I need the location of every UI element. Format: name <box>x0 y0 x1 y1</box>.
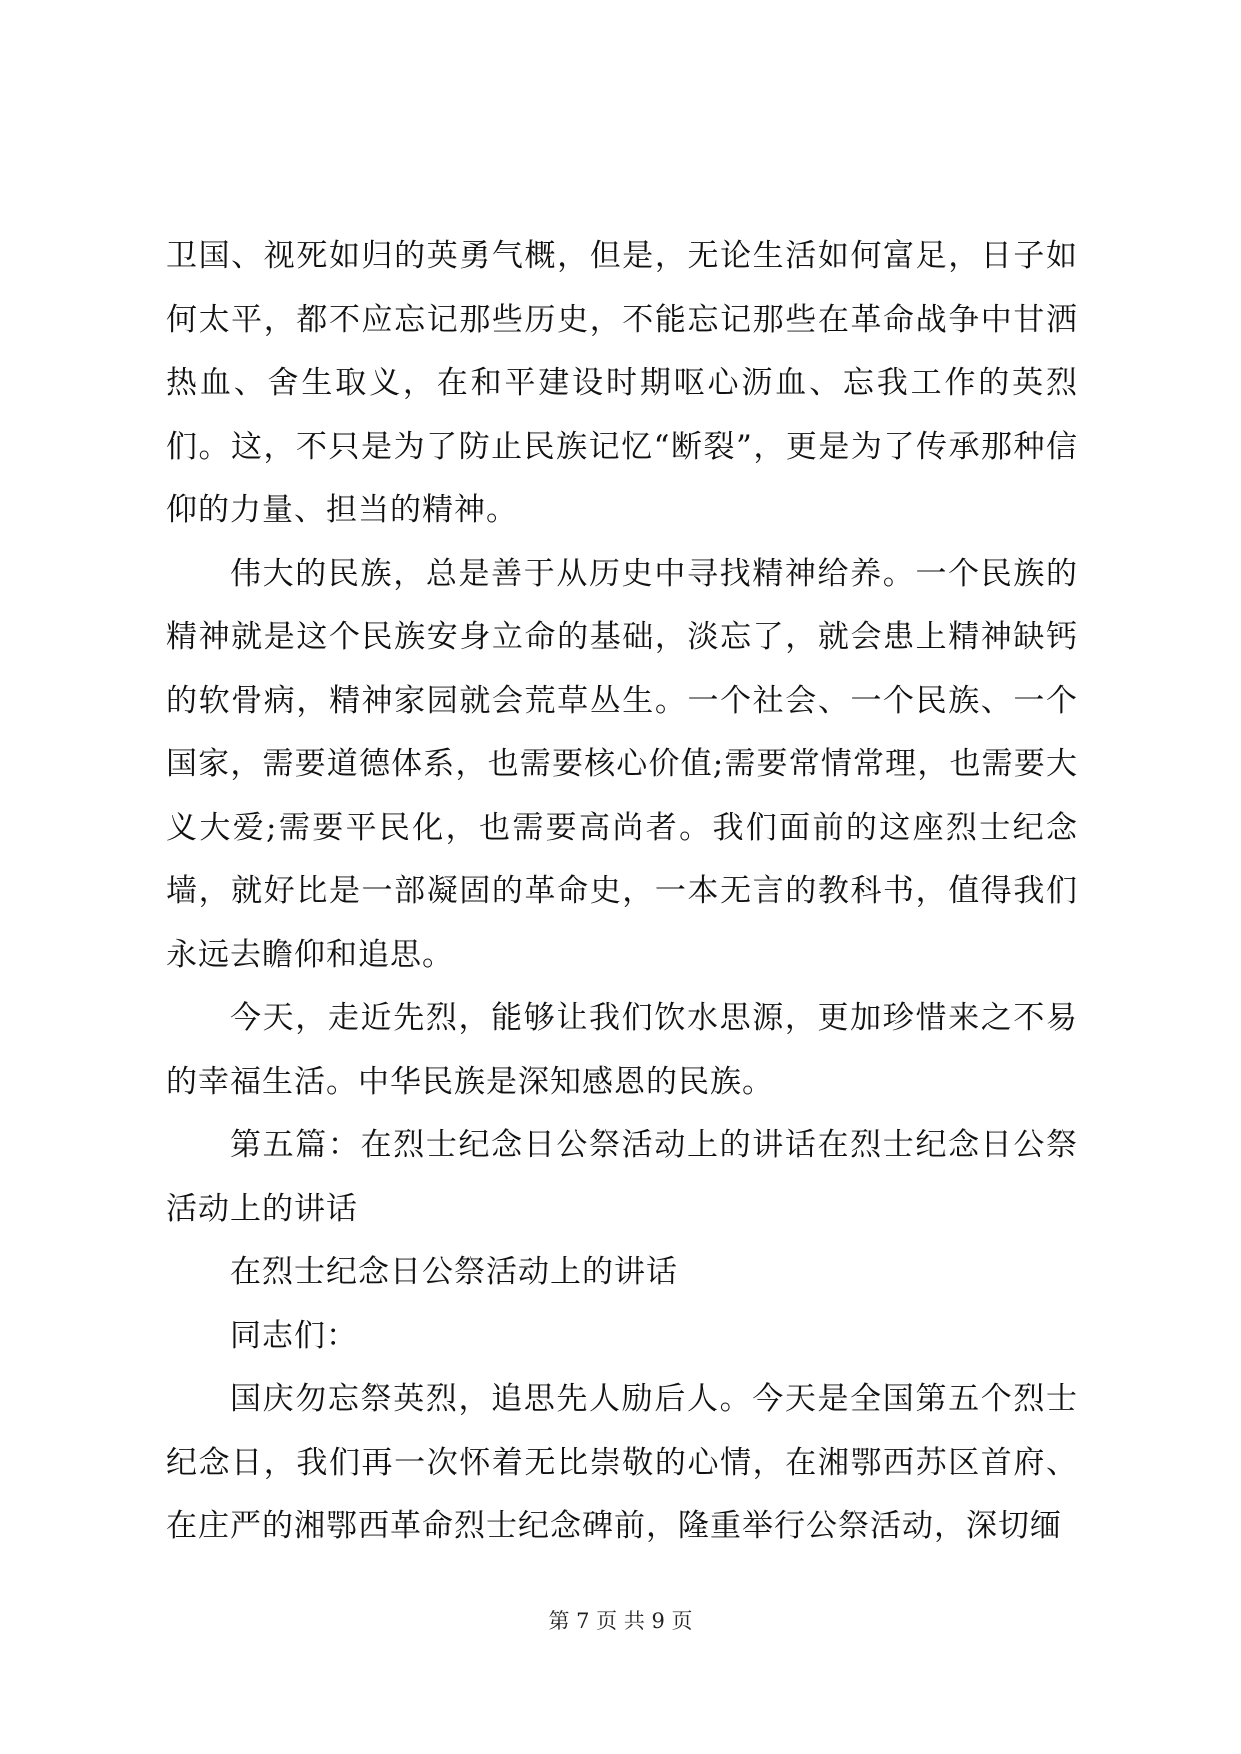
paragraph-6-salutation: 同志们： <box>230 1317 358 1354</box>
paragraph-1: 卫国、视死如归的英勇气概，但是，无论生活如何富足，日子如何太平，都不应忘记那些历史，不能忘记那些在革命战争中甘洒热血、舍生取义，在和平建设时期呕心沥血、忘我工作的英烈们。这，不只是为了防止民族记忆“断裂”，更是为了传承那种信仰的力量、担当的精神。 <box>166 238 1078 528</box>
page-footer <box>0 1606 1241 1636</box>
paragraph-4-section-heading: 第五篇：在烈士纪念日公祭活动上的讲话在烈士纪念日公祭活动上的讲话 <box>166 1127 1078 1227</box>
paragraph-7: 国庆勿忘祭英烈，追思先人励后人。今天是全国第五个烈士纪念日，我们再一次怀着无比崇敬的心情，在湘鄂西苏区首府、在庄严的湘鄂西革命烈士纪念碑前，隆重举行公祭活动，深切缅 <box>166 1381 1078 1544</box>
document-body <box>166 225 1078 1559</box>
page-number: 第 7 页 共 9 页 <box>548 1609 693 1633</box>
paragraph-3: 今天，走近先烈，能够让我们饮水思源，更加珍惜来之不易的幸福生活。中华民族是深知感恩的民族。 <box>166 1000 1078 1100</box>
paragraph-5-speech-title: 在烈士纪念日公祭活动上的讲话 <box>230 1254 678 1290</box>
paragraph-2: 伟大的民族，总是善于从历史中寻找精神给养。一个民族的精神就是这个民族安身立命的基础，淡忘了，就会患上精神缺钙的软骨病，精神家园就会荒草丛生。一个社会、一个民族、一个国家，需要道德体系，也需要核心价值;需要常情常理，也需要大义大爱;需要平民化，也需要高尚者。我们面前的这座烈士纪念墙，就好比是一部凝固的革命史，一本无言的教科书，值得我们永远去瞻仰和追思。 <box>166 555 1078 973</box>
